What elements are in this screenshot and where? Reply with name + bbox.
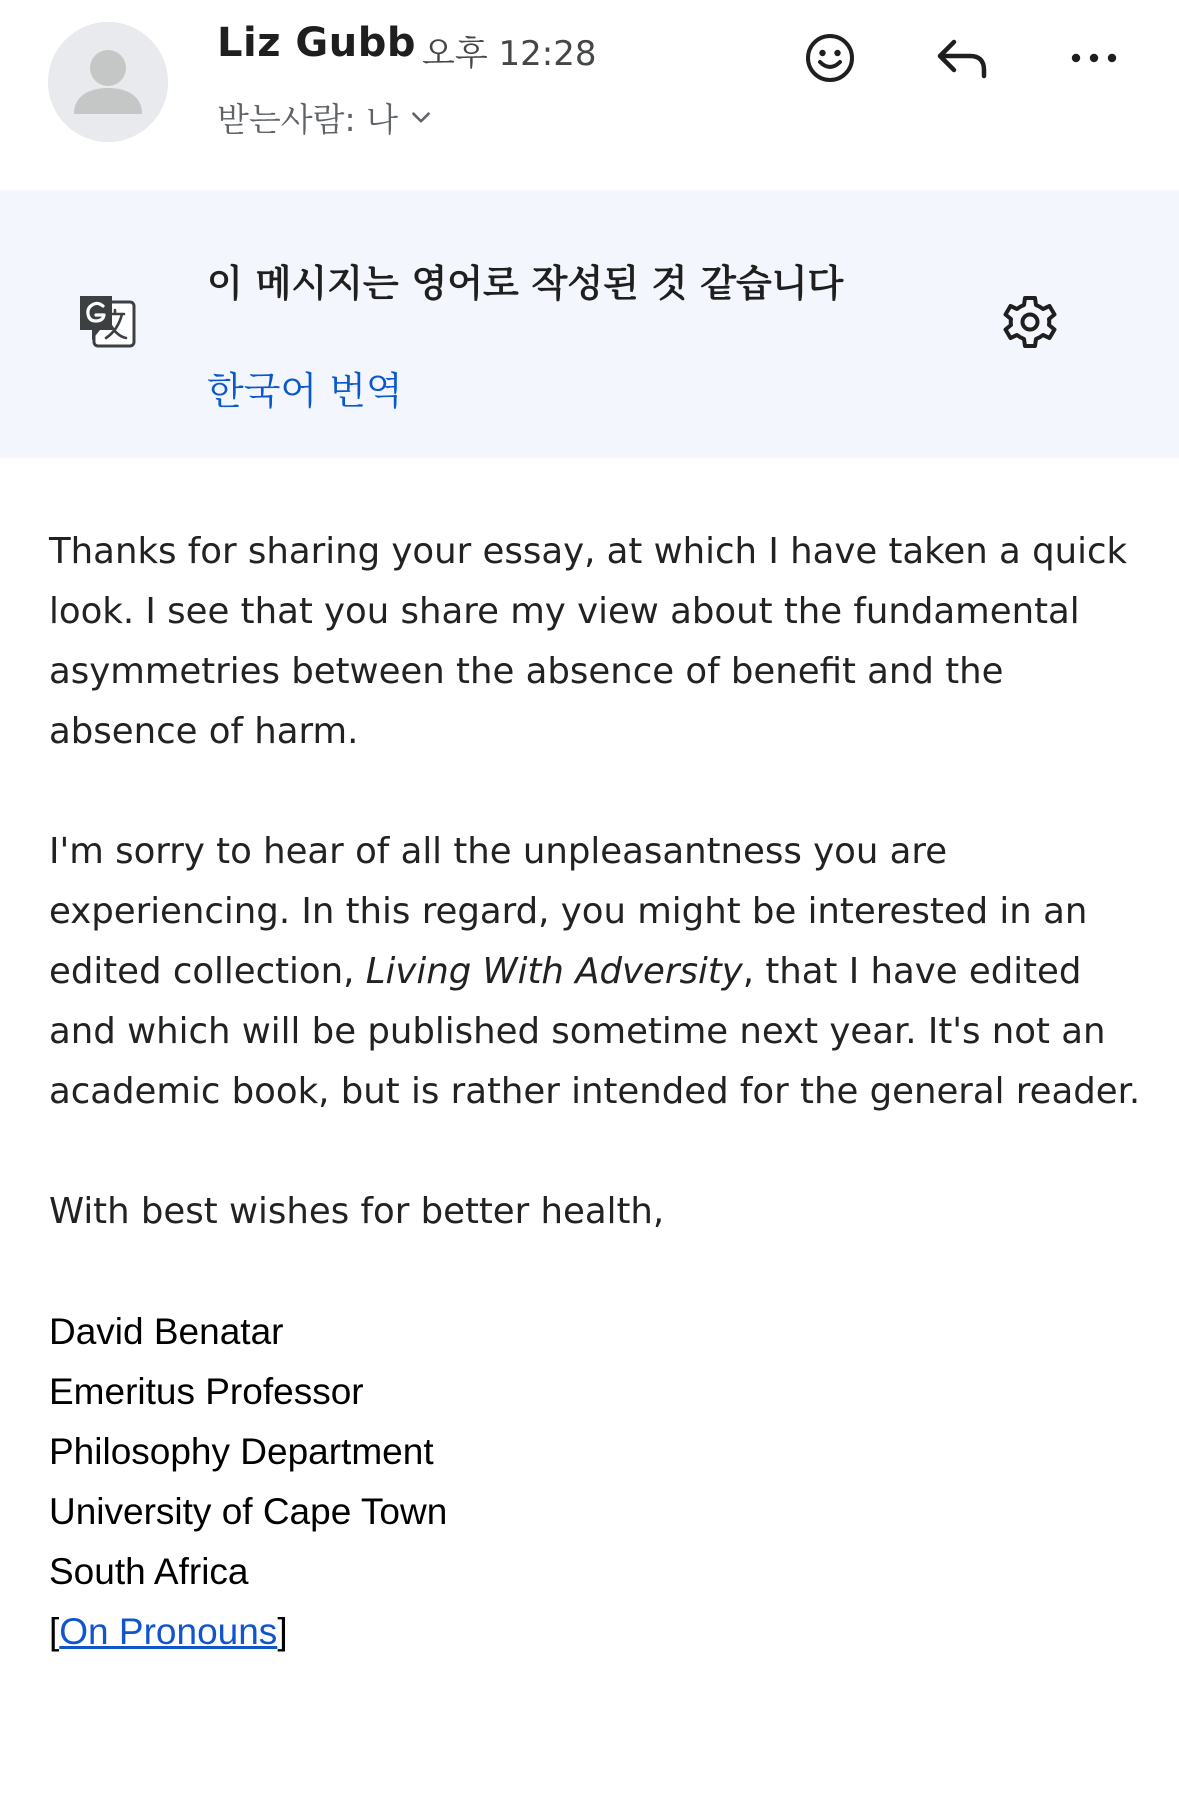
paragraph-2-text-b: , that I have edited and which will be published sometime next year. It's not an academic book, but is rather intended for the general reader. bbox=[49, 951, 1141, 1112]
signature-name: David Benatar bbox=[49, 1311, 284, 1352]
reply-button[interactable] bbox=[930, 26, 994, 90]
language-detected-message: 이 메시지는 영어로 작성된 것 같습니다 bbox=[207, 262, 844, 305]
translate-to-korean-link[interactable]: 한국어 번역 bbox=[207, 369, 403, 413]
signature-university: University of Cape Town bbox=[49, 1491, 448, 1532]
sender-name[interactable]: Liz Gubb bbox=[217, 20, 416, 66]
body-paragraph-2 bbox=[49, 822, 1159, 1122]
avatar-person-icon bbox=[48, 22, 168, 142]
add-reaction-button[interactable] bbox=[798, 26, 862, 90]
chevron-down-icon bbox=[408, 105, 434, 131]
signature-title: Emeritus Professor bbox=[49, 1371, 364, 1412]
signature-link-line bbox=[49, 1602, 1159, 1662]
sender-avatar[interactable] bbox=[48, 22, 168, 142]
paragraph-2-text-a: I'm sorry to hear of all the unpleasantness you are experiencing. In this regard, you might be interested in an edited collection, bbox=[49, 831, 1088, 992]
signature-country: South Africa bbox=[49, 1551, 249, 1592]
translate-icon-wrapper bbox=[76, 292, 140, 356]
gear-icon bbox=[1000, 292, 1060, 352]
recipient-label: 받는사람: 나 bbox=[217, 100, 398, 139]
reply-icon bbox=[932, 28, 992, 88]
signature-department: Philosophy Department bbox=[49, 1431, 434, 1472]
more-icon bbox=[1064, 28, 1124, 88]
bracket-close: ] bbox=[277, 1611, 288, 1652]
book-title: Living With Adversity bbox=[365, 951, 743, 992]
signature-block bbox=[49, 1302, 1159, 1662]
bracket-open: [ bbox=[49, 1611, 60, 1652]
message-header bbox=[0, 0, 1179, 190]
emoji-icon bbox=[800, 28, 860, 88]
more-options-button[interactable] bbox=[1062, 26, 1126, 90]
translate-settings-button[interactable] bbox=[1000, 292, 1060, 352]
recipient-details-toggle[interactable] bbox=[217, 94, 434, 141]
message-time: 오후 12:28 bbox=[422, 34, 597, 74]
closing-line: With best wishes for better health, bbox=[49, 1191, 665, 1232]
body-paragraph-1: Thanks for sharing your essay, at which I have taken a quick look. I see that you share my view about the fundamental asymmetries between the absence of benefit and the absence of harm. bbox=[49, 531, 1128, 752]
on-pronouns-link[interactable]: On Pronouns bbox=[59, 1611, 278, 1652]
email-body bbox=[49, 522, 1159, 1662]
google-translate-icon bbox=[76, 292, 140, 356]
